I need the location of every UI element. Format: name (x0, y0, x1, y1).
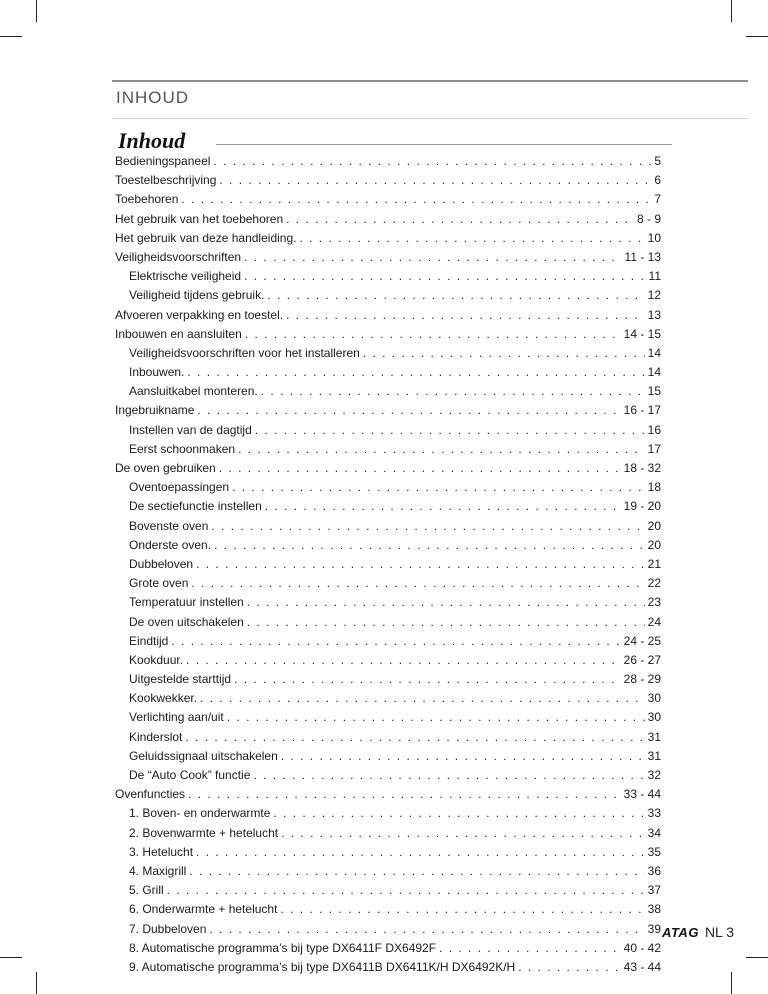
dot-leader (299, 229, 644, 248)
toc-entry-page: 24 (647, 614, 661, 629)
toc-entry-label: Eindtijd (129, 633, 169, 648)
toc-entry-label: Temperatuur instellen (129, 595, 244, 610)
toc-entry-page: 20 (647, 518, 661, 533)
toc-entry[interactable] (115, 651, 661, 670)
toc-entry-page: 14 - 15 (623, 326, 661, 341)
toc-entry[interactable] (115, 152, 661, 171)
toc-entry[interactable] (115, 190, 661, 209)
toc-entry-label: Toestelbeschrijving (115, 173, 217, 188)
toc-entry[interactable] (115, 517, 661, 536)
dot-leader (286, 210, 634, 229)
title-rule (216, 144, 672, 145)
toc-entry-page: 31 (647, 748, 661, 763)
toc-entry-label: Grote oven (129, 576, 189, 591)
dot-leader (238, 440, 645, 459)
toc-entry[interactable] (115, 670, 661, 689)
toc-entry-label: 5. Grill (129, 883, 164, 898)
toc-entry-page: 13 (647, 307, 661, 322)
dot-leader (200, 689, 645, 708)
toc-entry-page: 37 (647, 883, 661, 898)
toc-entry[interactable] (115, 421, 661, 440)
toc-entry-label: Geluidssignaal uitschakelen (129, 748, 278, 763)
toc-entry-page: 33 (647, 806, 661, 821)
dot-leader (244, 248, 621, 267)
dot-leader (211, 517, 644, 536)
toc-entry-page: 14 (647, 345, 661, 360)
toc-entry-label: De “Auto Cook” functie (129, 768, 251, 782)
toc-entry[interactable] (115, 171, 661, 190)
toc-entry-label: Afvoeren verpakking en toestel. (115, 307, 284, 322)
dot-leader (518, 958, 620, 977)
dot-leader (261, 382, 645, 401)
toc-entry[interactable] (115, 210, 661, 229)
dot-leader (234, 670, 621, 689)
dot-leader (247, 613, 645, 632)
toc-entry-label: Veiligheidsvoorschriften voor het installeren (129, 345, 360, 360)
toc-entry[interactable] (115, 363, 661, 382)
crop-mark (746, 957, 768, 958)
page-footer (662, 924, 734, 940)
toc-entry-label: 3. Hetelucht (129, 844, 194, 859)
toc-entry[interactable] (115, 459, 661, 478)
page-number: NL 3 (704, 924, 734, 940)
toc-entry-label: Onderste oven. (129, 537, 212, 552)
toc-entry-page: 36 (647, 863, 661, 878)
crop-mark (36, 0, 37, 22)
toc-entry-label: Het gebruik van deze handleiding. (115, 230, 297, 245)
table-of-contents (115, 152, 661, 977)
toc-entry-label: Bedieningspaneel (115, 154, 211, 168)
toc-entry-label: Kookduur. (129, 652, 184, 667)
toc-entry-label: Veiligheid tijdens gebruik. (129, 288, 265, 303)
dot-leader (227, 708, 645, 727)
dot-leader (273, 804, 644, 823)
toc-entry-page: 33 - 44 (623, 787, 661, 802)
toc-entry[interactable] (115, 804, 661, 823)
toc-entry[interactable] (115, 900, 661, 919)
toc-entry-label: Inbouwen en aansluiten (115, 326, 242, 341)
toc-entry[interactable] (115, 593, 661, 612)
toc-entry-label: Bovenste oven (129, 518, 209, 533)
toc-entry-label: Kookwekker. (129, 691, 198, 706)
toc-entry[interactable] (115, 766, 661, 785)
toc-entry-label: Aansluitkabel monteren. (129, 384, 258, 399)
dot-leader (281, 747, 645, 766)
header-separator (112, 118, 748, 119)
toc-entry-label: 7. Dubbeloven (129, 921, 207, 936)
toc-entry-label: Elektrische veiligheid (129, 269, 242, 284)
toc-entry-page: 15 (647, 384, 661, 399)
dot-leader (267, 286, 644, 305)
toc-entry-page: 6 (654, 173, 661, 188)
toc-entry-page: 28 - 29 (623, 672, 661, 687)
atag-logo: ATAG (662, 924, 699, 940)
toc-entry-label: De oven gebruiken (115, 461, 216, 475)
toc-entry-page: 26 - 27 (623, 652, 661, 667)
toc-entry[interactable] (115, 939, 661, 958)
dot-leader (196, 555, 645, 574)
crop-mark (36, 972, 37, 994)
toc-entry-page: 18 (647, 480, 661, 495)
toc-entry[interactable] (115, 248, 661, 267)
toc-entry[interactable] (115, 286, 661, 305)
dot-leader (209, 920, 644, 939)
toc-entry[interactable] (115, 440, 661, 459)
toc-entry-page: 18 - 32 (623, 461, 661, 475)
toc-entry-page: 30 (647, 691, 661, 706)
toc-entry-label: Instellen van de dagtijd (129, 422, 252, 437)
toc-entry[interactable] (115, 306, 661, 325)
dot-leader (191, 574, 644, 593)
toc-entry-page: 43 - 44 (623, 959, 661, 974)
dot-leader (213, 152, 651, 171)
section-label: INHOUD (116, 88, 190, 107)
dot-leader (255, 421, 645, 440)
toc-entry-page: 8 - 9 (636, 211, 661, 226)
toc-entry-label: 1. Boven- en onderwarmte (129, 806, 271, 821)
toc-entry[interactable] (115, 632, 661, 651)
toc-entry-page: 34 (647, 825, 661, 840)
dot-leader (214, 536, 645, 555)
toc-entry-page: 5 (654, 154, 661, 168)
toc-entry-page: 39 (647, 921, 661, 936)
dot-leader (439, 939, 621, 958)
toc-entry-label: Ingebruikname (115, 403, 195, 418)
toc-entry[interactable] (115, 574, 661, 593)
toc-entry[interactable] (115, 344, 661, 363)
toc-entry[interactable] (115, 920, 661, 939)
toc-entry-label: Het gebruik van het toebehoren (115, 211, 284, 226)
toc-entry-label: Uitgestelde starttijd (129, 672, 232, 687)
toc-entry-page: 35 (647, 844, 661, 859)
dot-leader (188, 785, 621, 804)
toc-entry[interactable] (115, 881, 661, 900)
toc-entry[interactable] (115, 747, 661, 766)
toc-entry-page: 20 (647, 537, 661, 552)
toc-entry-page: 31 (647, 729, 661, 744)
toc-entry-page: 23 (647, 595, 661, 610)
toc-entry-page: 21 (647, 556, 661, 571)
toc-entry-label: Veiligheidsvoorschriften (115, 249, 242, 264)
toc-entry[interactable] (115, 613, 661, 632)
toc-entry-label: Ovenfuncties (115, 787, 186, 802)
toc-entry-label: Eerst schoonmaken (129, 441, 236, 456)
toc-entry-page: 7 (654, 192, 661, 207)
toc-entry-page: 24 - 25 (623, 633, 661, 648)
dot-leader (265, 497, 621, 516)
toc-entry[interactable] (115, 267, 661, 286)
toc-entry-label: 2. Bovenwarmte + hetelucht (129, 825, 279, 840)
toc-entry[interactable] (115, 401, 661, 420)
toc-entry-page: 11 - 13 (624, 249, 661, 264)
crop-mark (0, 957, 22, 958)
toc-entry[interactable] (115, 843, 661, 862)
toc-entry[interactable] (115, 229, 661, 248)
toc-entry-label: Oventoepassingen (129, 480, 230, 495)
dot-leader (219, 171, 651, 190)
toc-entry-label: Inbouwen. (129, 365, 185, 380)
dot-leader (232, 478, 645, 497)
toc-entry-label: Verlichting aan/uit (129, 710, 224, 725)
dot-leader (247, 593, 645, 612)
toc-entry-page: 14 (647, 365, 661, 380)
dot-leader (186, 651, 621, 670)
toc-entry-label: Toebehoren (115, 192, 179, 207)
toc-entry-page: 22 (647, 576, 661, 591)
toc-entry-page: 16 - 17 (623, 403, 661, 418)
dot-leader (245, 325, 621, 344)
toc-entry-page: 10 (647, 230, 661, 245)
toc-entry-label: Dubbeloven (129, 556, 194, 571)
crop-mark (0, 36, 22, 37)
crop-mark (731, 0, 732, 22)
dot-leader (286, 306, 645, 325)
dot-leader (197, 401, 620, 420)
toc-entry-page: 38 (647, 902, 661, 917)
toc-entry[interactable] (115, 478, 661, 497)
header-rule (112, 80, 748, 82)
toc-entry-page: 11 (648, 269, 661, 284)
crop-mark (746, 36, 768, 37)
toc-entry[interactable] (115, 689, 661, 708)
dot-leader (171, 632, 620, 651)
toc-entry-label: 4. Maxigrill (129, 863, 187, 878)
toc-entry[interactable] (115, 325, 661, 344)
dot-leader (185, 728, 644, 747)
dot-leader (280, 900, 644, 919)
toc-entry-page: 19 - 20 (623, 499, 661, 514)
crop-mark (731, 972, 732, 994)
dot-leader (196, 843, 645, 862)
toc-entry-label: 9. Automatische programma’s bij type DX6411B DX6411K/H DX6492K/H (129, 959, 516, 974)
toc-entry-label: 8. Automatische programma’s bij type DX6411F DX6492F (129, 940, 437, 955)
dot-leader (189, 862, 644, 881)
toc-entry[interactable] (115, 824, 661, 843)
dot-leader (167, 881, 645, 900)
page-title: Inhoud (118, 128, 186, 153)
dot-leader (219, 459, 621, 478)
toc-entry-label: De oven uitschakelen (129, 614, 244, 629)
dot-leader (281, 824, 645, 843)
toc-entry-label: Kinderslot (129, 729, 183, 744)
toc-entry[interactable] (115, 728, 661, 747)
toc-entry[interactable] (115, 555, 661, 574)
toc-entry-label: De sectiefunctie instellen (129, 499, 262, 514)
toc-entry-label: 6. Onderwarmte + hetelucht (129, 902, 278, 917)
toc-entry[interactable] (115, 958, 661, 977)
toc-entry[interactable] (115, 862, 661, 881)
dot-leader (244, 267, 645, 286)
toc-entry[interactable] (115, 382, 661, 401)
toc-entry-page: 12 (647, 288, 661, 303)
toc-entry-page: 40 - 42 (623, 940, 661, 955)
toc-entry-page: 30 (647, 710, 661, 725)
toc-entry[interactable] (115, 708, 661, 727)
dot-leader (253, 766, 644, 785)
toc-entry-page: 17 (647, 441, 661, 456)
dot-leader (187, 363, 644, 382)
dot-leader (181, 190, 651, 209)
dot-leader (363, 344, 645, 363)
toc-entry[interactable] (115, 497, 661, 516)
toc-entry[interactable] (115, 536, 661, 555)
toc-entry-page: 32 (647, 768, 661, 782)
toc-entry-page: 16 (647, 422, 661, 437)
toc-entry[interactable] (115, 785, 661, 804)
